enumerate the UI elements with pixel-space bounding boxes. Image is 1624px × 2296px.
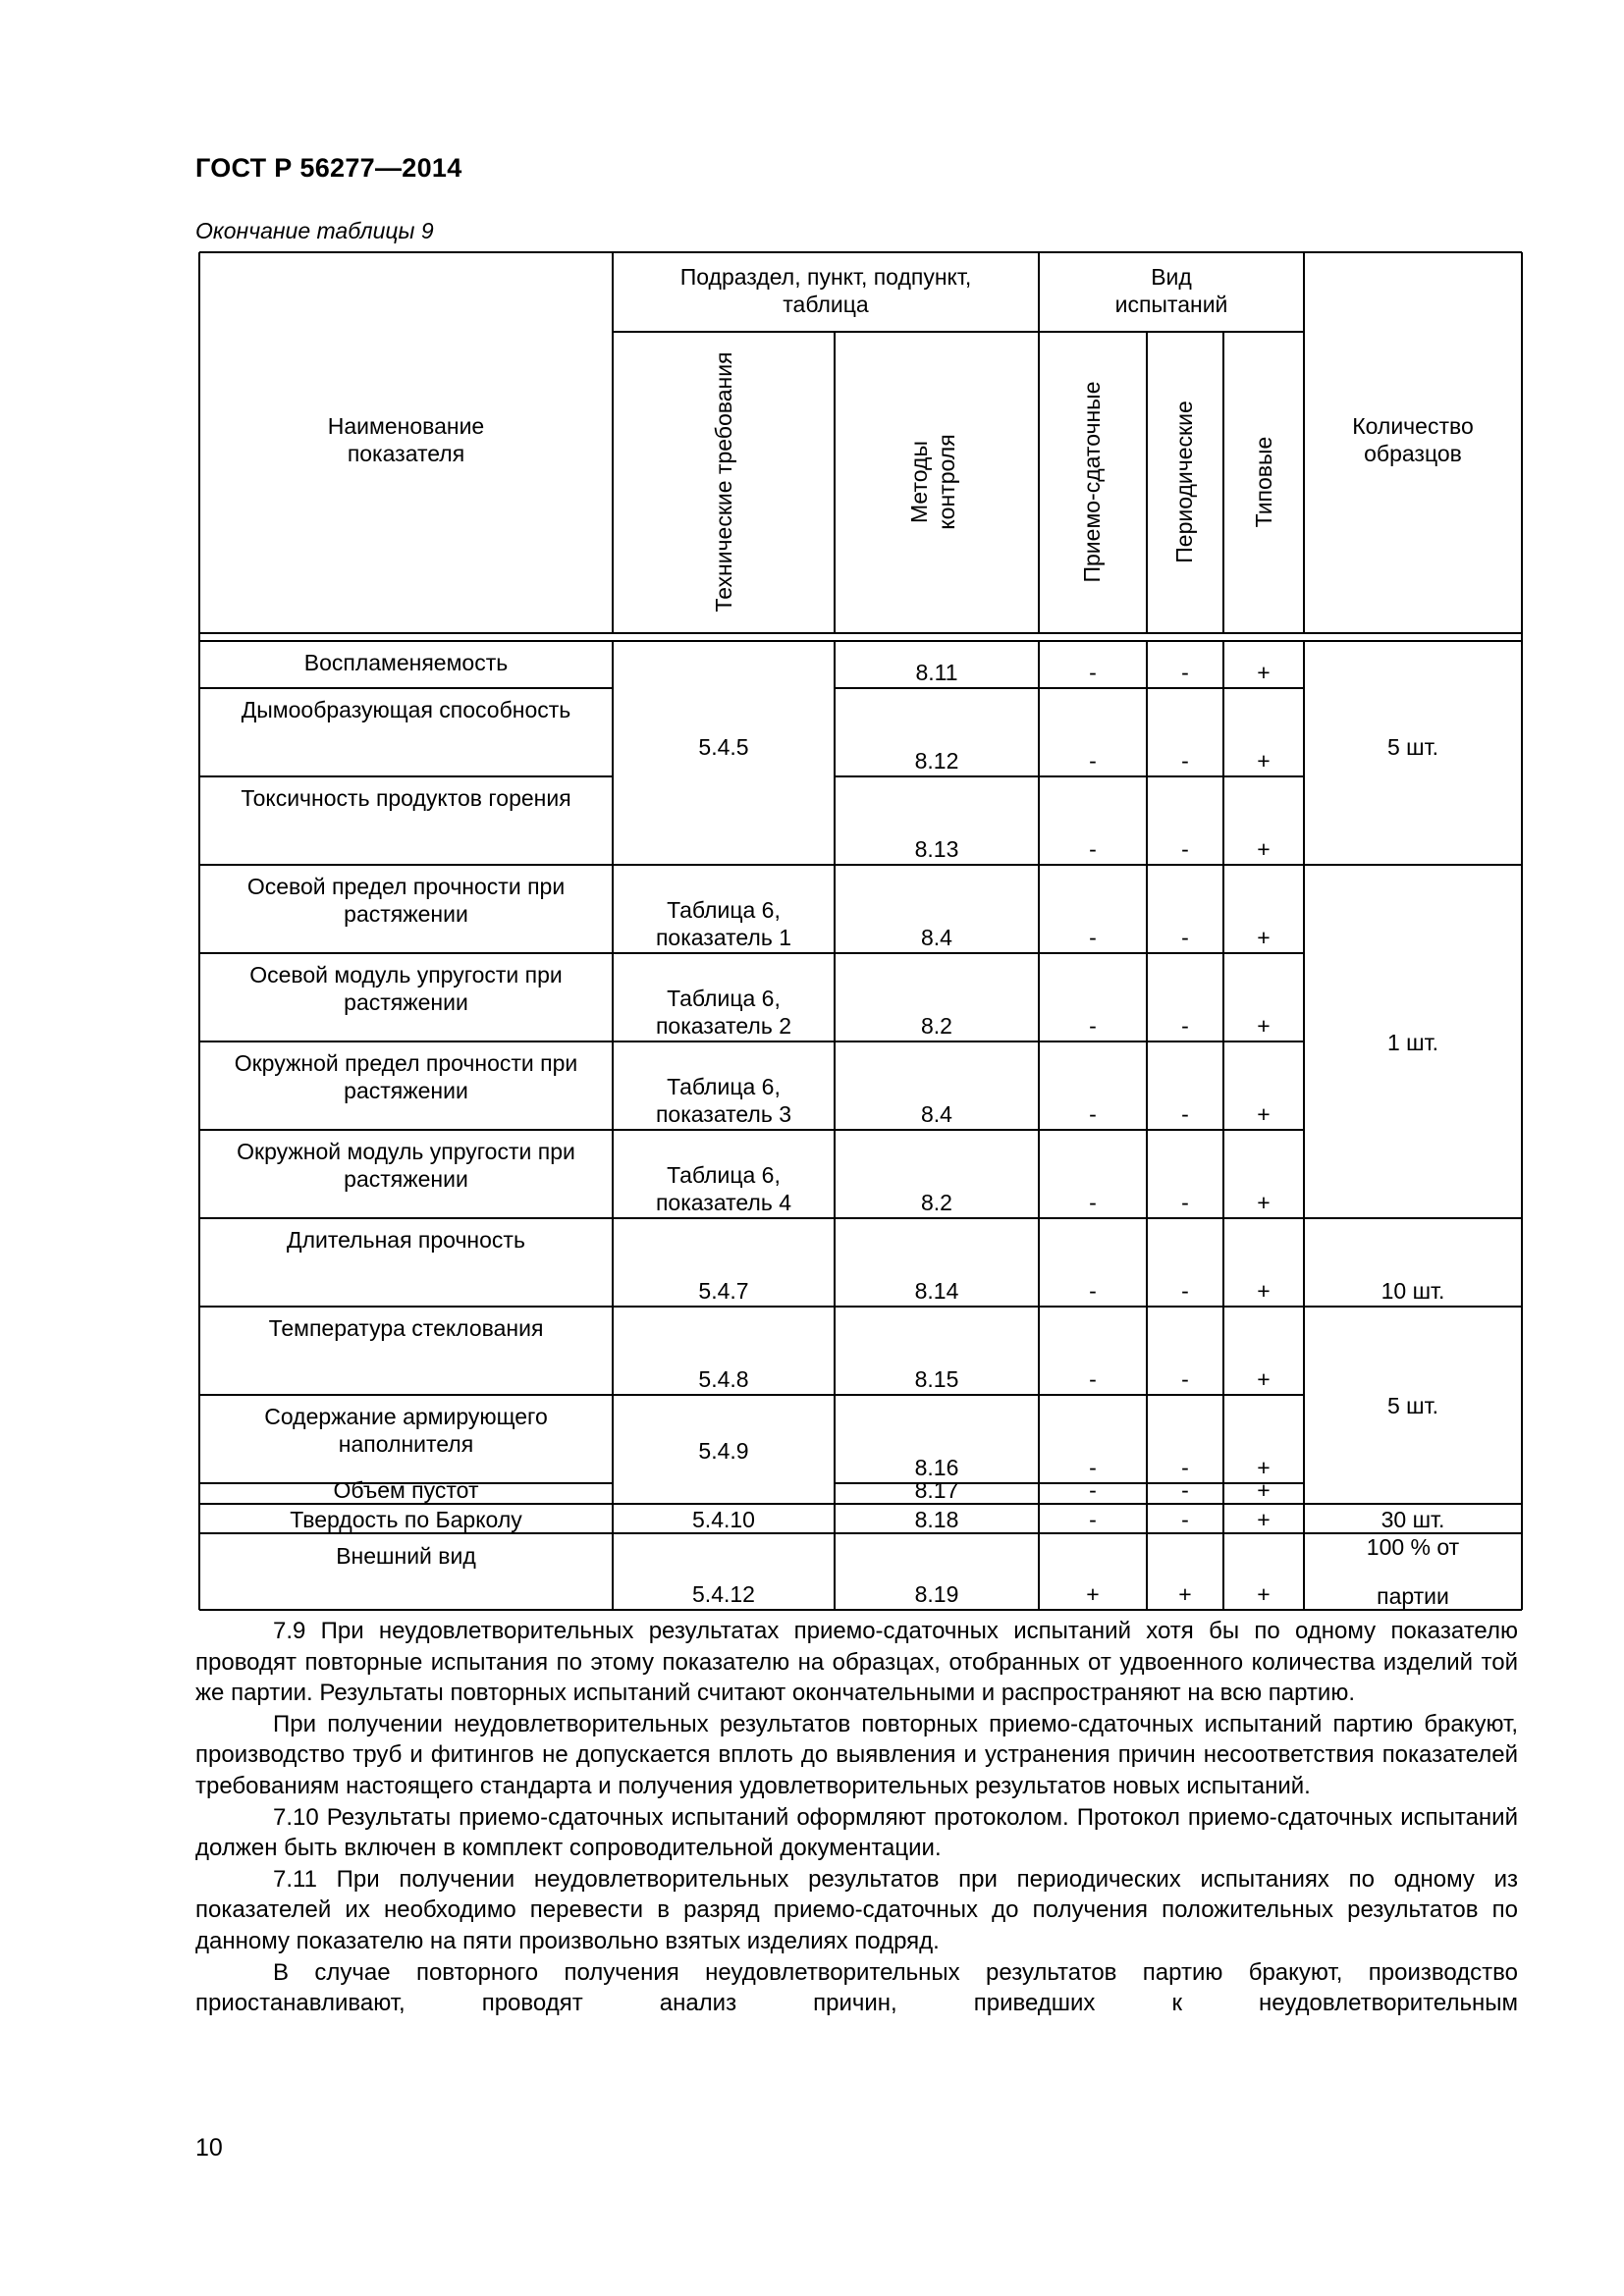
row-tech: Таблица 6, [667,1162,781,1188]
header-section: таблица [783,292,869,317]
row-method: 8.16 [914,1455,959,1480]
row-periodic: - [1181,660,1189,685]
paragraph-7-11: 7.11 При получении неудовлетворительных результатов при периодических испытаниях по одному из показателей их необходимо перевести в разряд приемо-сдаточных до получения положительных результатов по данному показателю на пяти произвольно взятых изделиях подряд. [195,1865,1518,1954]
body-text [195,1616,1518,2019]
header-section: Подраздел, пункт, подпункт, [679,264,972,290]
row-periodic: - [1181,1190,1189,1215]
row-name: Осевой предел прочности при [246,874,566,899]
header-typical: Типовые [1251,436,1276,528]
row-typical: + [1257,1477,1271,1503]
row-tech: Таблица 6, [667,1074,781,1099]
row-periodic: - [1181,1507,1189,1532]
row-typical: + [1257,1101,1271,1127]
row-method: 8.13 [914,836,959,862]
header-periodic: Периодические [1171,400,1197,563]
row-quantity: 100 % от [1366,1534,1460,1560]
header-test-type: испытаний [1114,292,1228,317]
paragraph-7-9: 7.9 При неудовлетворительных результатах приемо-сдаточных испытаний хотя бы по одному показателю проводят повторные испытания по этому показателю на образцах, отобранных от удвоенного количества изделий той же партии. Результаты повторных испытаний считают окончательными и распространяют на всю партию. [195,1618,1518,1707]
page-number: 10 [195,2134,223,2162]
row-periodic: - [1181,1366,1189,1392]
row-periodic: - [1181,1278,1189,1304]
row-name: растяжении [344,1078,468,1103]
row-tech: 5.4.10 [692,1507,755,1532]
row-quantity: 10 шт. [1380,1278,1445,1304]
row-typical: + [1257,836,1271,862]
row-tech: показатель 1 [655,925,792,950]
header-name: Наименование [327,413,485,439]
merged-qty-glass: 5 шт. [1386,1393,1439,1418]
paragraph-reject: При получении неудовлетворительных результатов повторных приемо-сдаточных испытаний партию бракуют, производство труб и фитингов не допускается вплоть до выявления и устранения причин несоответствия показателей требованиям настоящего стандарта и получения удовлетворительных результатов новых испытаний. [195,1710,1518,1799]
row-periodic: - [1181,1013,1189,1039]
row-name: Объем пустот [333,1477,479,1503]
row-method: 8.14 [914,1278,959,1304]
row-tech: Таблица 6, [667,986,781,1011]
row-tech: 5.4.8 [698,1366,749,1392]
merged-tech-fire: 5.4.5 [698,734,749,760]
row-acceptance: - [1089,1507,1097,1532]
row-name: Твердость по Барколу [290,1507,522,1532]
row-name: растяжении [344,989,468,1015]
row-method: 8.18 [914,1507,959,1532]
paragraph-7-10: 7.10 Результаты приемо-сдаточных испытаний оформляют протоколом. Протокол приемо-сдаточных испытаний должен быть включен в комплект сопроводительной документации. [195,1803,1518,1862]
paragraph-repeat: В случае повторного получения неудовлетворительных результатов партию бракуют, производство приостанавливают, проводят анализ причин, приведших к неудовлетворительным [195,1958,1518,2017]
row-typical: + [1257,748,1271,774]
row-name: наполнителя [338,1431,474,1457]
row-method: 8.4 [921,1101,952,1127]
row-method: 8.15 [914,1366,959,1392]
row-tech: 5.4.12 [692,1581,755,1607]
row-name: Окружной модуль упругости при [237,1139,575,1164]
header-methods: контроля [934,434,959,530]
row-method: 8.2 [921,1190,952,1215]
row-name: Внешний вид [336,1543,476,1569]
row-acceptance: - [1089,1190,1097,1215]
row-acceptance: - [1089,1366,1097,1392]
row-typical: + [1257,1013,1271,1039]
row-tech: показатель 2 [655,1013,792,1039]
row-periodic: - [1181,1477,1189,1503]
row-name: растяжении [344,901,468,927]
row-name: Длительная прочность [287,1227,525,1253]
header-acceptance: Приемо-сдаточные [1079,381,1105,583]
row-method: 8.19 [914,1581,959,1607]
row-acceptance: - [1089,1455,1097,1480]
row-typical: + [1257,1190,1271,1215]
header-quantity: образцов [1364,441,1462,466]
row-acceptance: - [1089,1101,1097,1127]
row-name: Температура стеклования [268,1315,544,1341]
row-tech: 5.4.7 [698,1278,749,1304]
row-name: Осевой модуль упругости при [249,962,563,988]
row-acceptance: + [1086,1581,1100,1607]
row-periodic: - [1181,748,1189,774]
row-name: Токсичность продуктов горения [241,785,571,811]
row-method: 8.4 [921,925,952,950]
row-typical: + [1257,1507,1271,1532]
row-typical: + [1257,1278,1271,1304]
header-quantity: Количество [1352,413,1474,439]
header-methods: Методы [906,441,932,523]
merged-qty-mech: 1 шт. [1386,1030,1439,1055]
row-tech: Таблица 6, [667,897,781,923]
row-acceptance: - [1089,660,1097,685]
row-periodic: - [1181,836,1189,862]
row-acceptance: - [1089,925,1097,950]
row-name: Воспламеняемость [303,650,509,675]
row-name: Окружной предел прочности при [234,1050,578,1076]
row-acceptance: - [1089,1477,1097,1503]
row-quantity: 30 шт. [1380,1507,1445,1532]
row-name: Дымообразующая способность [241,697,571,722]
row-periodic: - [1181,1101,1189,1127]
row-method: 8.11 [915,660,958,685]
merged-qty-fire: 5 шт. [1386,734,1439,760]
row-tech: показатель 3 [655,1101,792,1127]
header-name: показателя [347,441,465,466]
row-method: 8.12 [914,748,959,774]
header-test-type: Вид [1151,264,1192,290]
row-acceptance: - [1089,748,1097,774]
row-method: 8.2 [921,1013,952,1039]
row-periodic: + [1178,1581,1192,1607]
row-typical: + [1257,1455,1271,1480]
row-typical: + [1257,660,1271,685]
row-periodic: - [1181,1455,1189,1480]
row-acceptance: - [1089,836,1097,862]
row-quantity: партии [1377,1583,1449,1609]
row-typical: + [1257,925,1271,950]
row-tech: показатель 4 [655,1190,792,1215]
row-name: растяжении [344,1166,468,1192]
row-typical: + [1257,1581,1271,1607]
row-periodic: - [1181,925,1189,950]
row-name: Содержание армирующего [264,1404,548,1429]
row-acceptance: - [1089,1013,1097,1039]
header-tech: Технические требования [711,351,736,613]
document-header: ГОСТ Р 56277—2014 [195,153,462,183]
row-acceptance: - [1089,1278,1097,1304]
row-method: 8.17 [914,1477,959,1503]
merged-tech-filler: 5.4.9 [698,1438,749,1464]
table-caption: Окончание таблицы 9 [195,218,434,243]
row-typical: + [1257,1366,1271,1392]
